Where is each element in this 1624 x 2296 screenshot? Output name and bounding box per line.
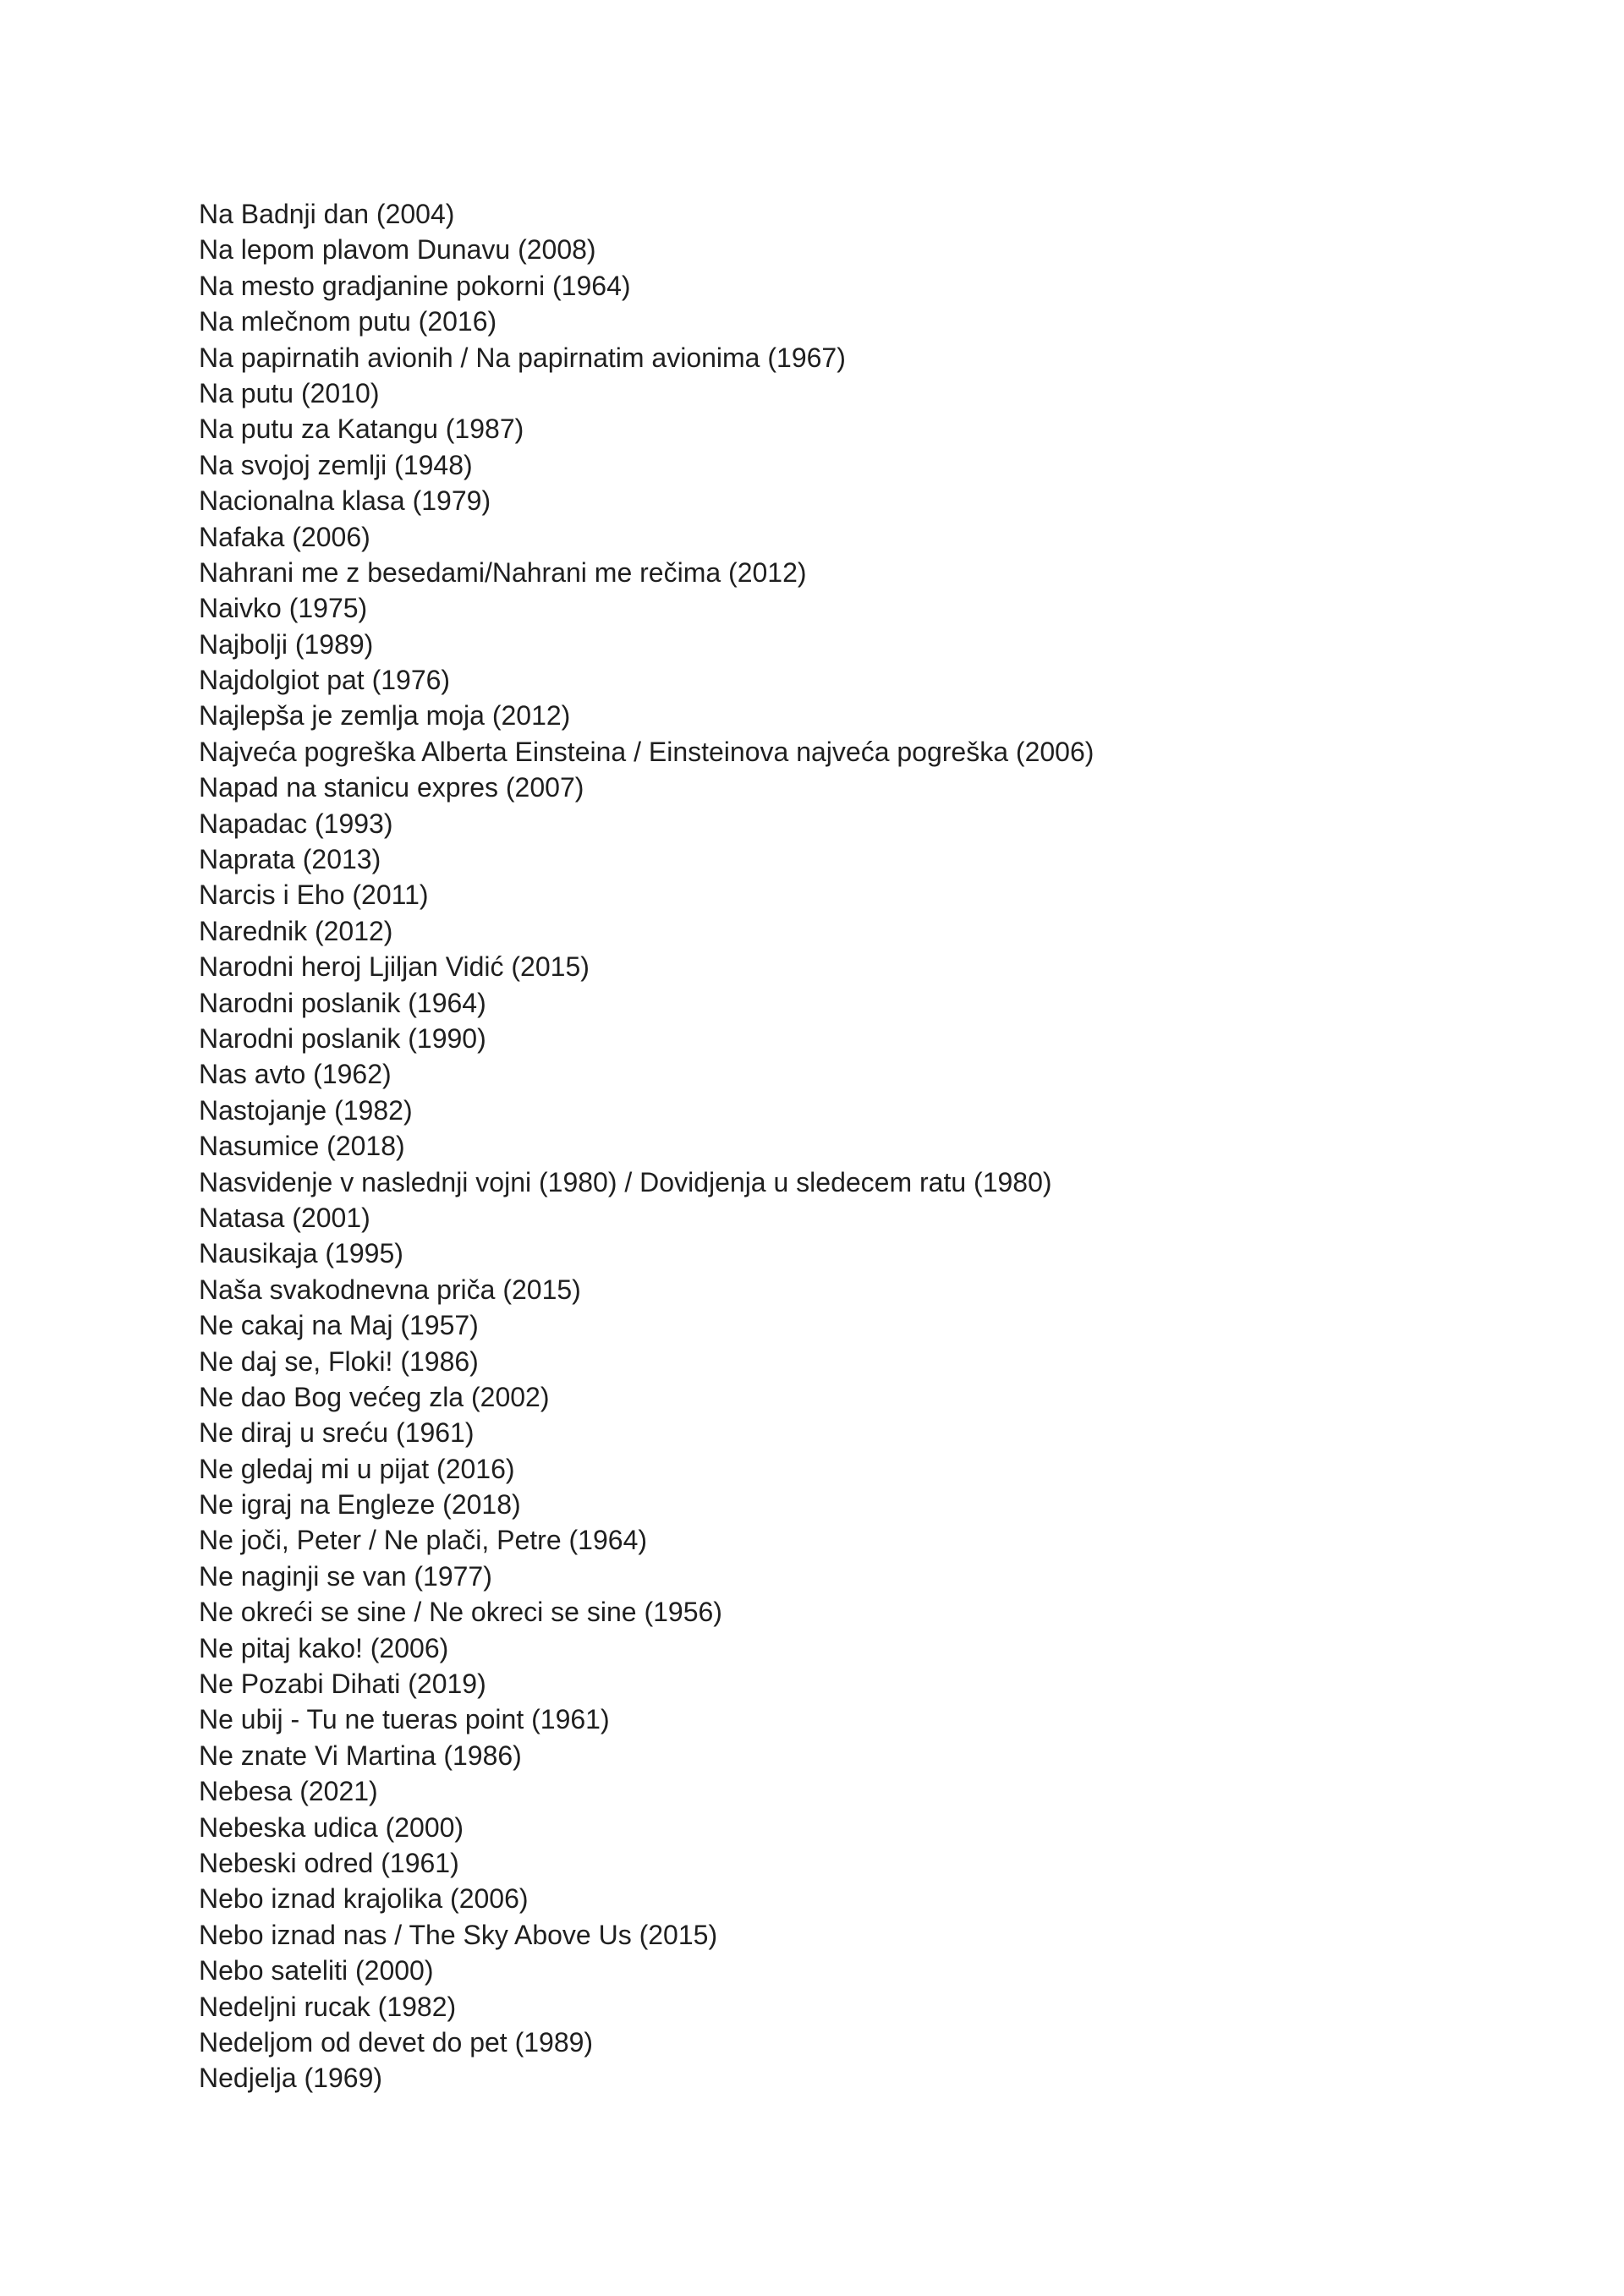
list-item: Ne daj se, Floki! (1986) — [199, 1345, 479, 1377]
list-item: Nastojanje (1982) — [199, 1094, 413, 1126]
list-item: Na papirnatih avionih / Na papirnatim avionima (1967) — [199, 342, 846, 373]
film-title-list — [199, 196, 1094, 2096]
list-item: Nebo sateliti (2000) — [199, 1955, 434, 1986]
list-item: Nausikaja (1995) — [199, 1238, 403, 1269]
list-item: Nafaka (2006) — [199, 521, 370, 552]
list-item: Narodni heroj Ljiljan Vidić (2015) — [199, 951, 590, 983]
list-item: Nedeljni rucak (1982) — [199, 1991, 457, 2022]
list-item: Ne Pozabi Dihati (2019) — [199, 1669, 486, 1700]
list-item: Na lepom plavom Dunavu (2008) — [199, 234, 596, 266]
list-item: Nedjelja (1969) — [199, 2063, 383, 2094]
list-item: Najlepša je zemlja moja (2012) — [199, 700, 571, 732]
list-item: Na mlečnom putu (2016) — [199, 306, 497, 337]
list-item: Napad na stanicu expres (2007) — [199, 772, 584, 803]
list-item: Ne ubij - Tu ne tueras point (1961) — [199, 1704, 610, 1735]
list-item: Nahrani me z besedami/Nahrani me rečima (2012) — [199, 556, 807, 588]
list-item: Nebeski odred (1961) — [199, 1847, 459, 1878]
list-item: Natasa (2001) — [199, 1202, 370, 1233]
list-item: Naša svakodnevna priča (2015) — [199, 1274, 581, 1305]
list-item: Narcis i Eho (2011) — [199, 879, 429, 911]
list-item: Nasvidenje v naslednji vojni (1980) / Dovidjenja u sledecem ratu (1980) — [199, 1166, 1052, 1197]
list-item: Ne diraj u sreću (1961) — [199, 1417, 475, 1449]
list-item: Ne naginji se van (1977) — [199, 1560, 492, 1592]
list-item: Ne pitaj kako! (2006) — [199, 1632, 449, 1663]
list-item: Na putu (2010) — [199, 377, 380, 408]
list-item: Ne cakaj na Maj (1957) — [199, 1310, 479, 1341]
list-item: Na mesto gradjanine pokorni (1964) — [199, 270, 631, 301]
list-item: Nas avto (1962) — [199, 1059, 392, 1090]
list-item: Narednik (2012) — [199, 915, 393, 946]
list-item: Nebesa (2021) — [199, 1776, 378, 1807]
list-item: Nebo iznad nas / The Sky Above Us (2015) — [199, 1919, 718, 1950]
list-item: Naivko (1975) — [199, 593, 368, 624]
list-item: Najdolgiot pat (1976) — [199, 665, 451, 696]
list-item: Ne okreći se sine / Ne okreci se sine (1956) — [199, 1597, 722, 1628]
list-item: Na Badnji dan (2004) — [199, 199, 455, 229]
list-item: Nebeska udica (2000) — [199, 1811, 464, 1843]
list-item: Ne joči, Peter / Ne plači, Petre (1964) — [199, 1525, 648, 1556]
list-item: Ne dao Bog većeg zla (2002) — [199, 1381, 550, 1412]
list-item: Nedeljom od devet do pet (1989) — [199, 2026, 594, 2058]
list-item: Ne znate Vi Martina (1986) — [199, 1740, 522, 1771]
list-item: Ne igraj na Engleze (2018) — [199, 1489, 521, 1521]
list-item: Narodni poslanik (1990) — [199, 1022, 486, 1054]
list-item: Najveća pogreška Alberta Einsteina / Einsteinova najveća pogreška (2006) — [199, 736, 1095, 767]
list-item: Najbolji (1989) — [199, 628, 374, 660]
list-item: Napadac (1993) — [199, 808, 393, 839]
list-item: Ne gledaj mi u pijat (2016) — [199, 1453, 515, 1484]
list-item: Naprata (2013) — [199, 844, 381, 875]
list-item: Na svojoj zemlji (1948) — [199, 449, 473, 480]
list-item: Nasumice (2018) — [199, 1131, 405, 1162]
list-item: Nacionalna klasa (1979) — [199, 485, 491, 517]
list-item: Narodni poslanik (1964) — [199, 987, 486, 1018]
list-item: Nebo iznad krajolika (2006) — [199, 1883, 529, 1915]
list-item: Na putu za Katangu (1987) — [199, 414, 524, 445]
